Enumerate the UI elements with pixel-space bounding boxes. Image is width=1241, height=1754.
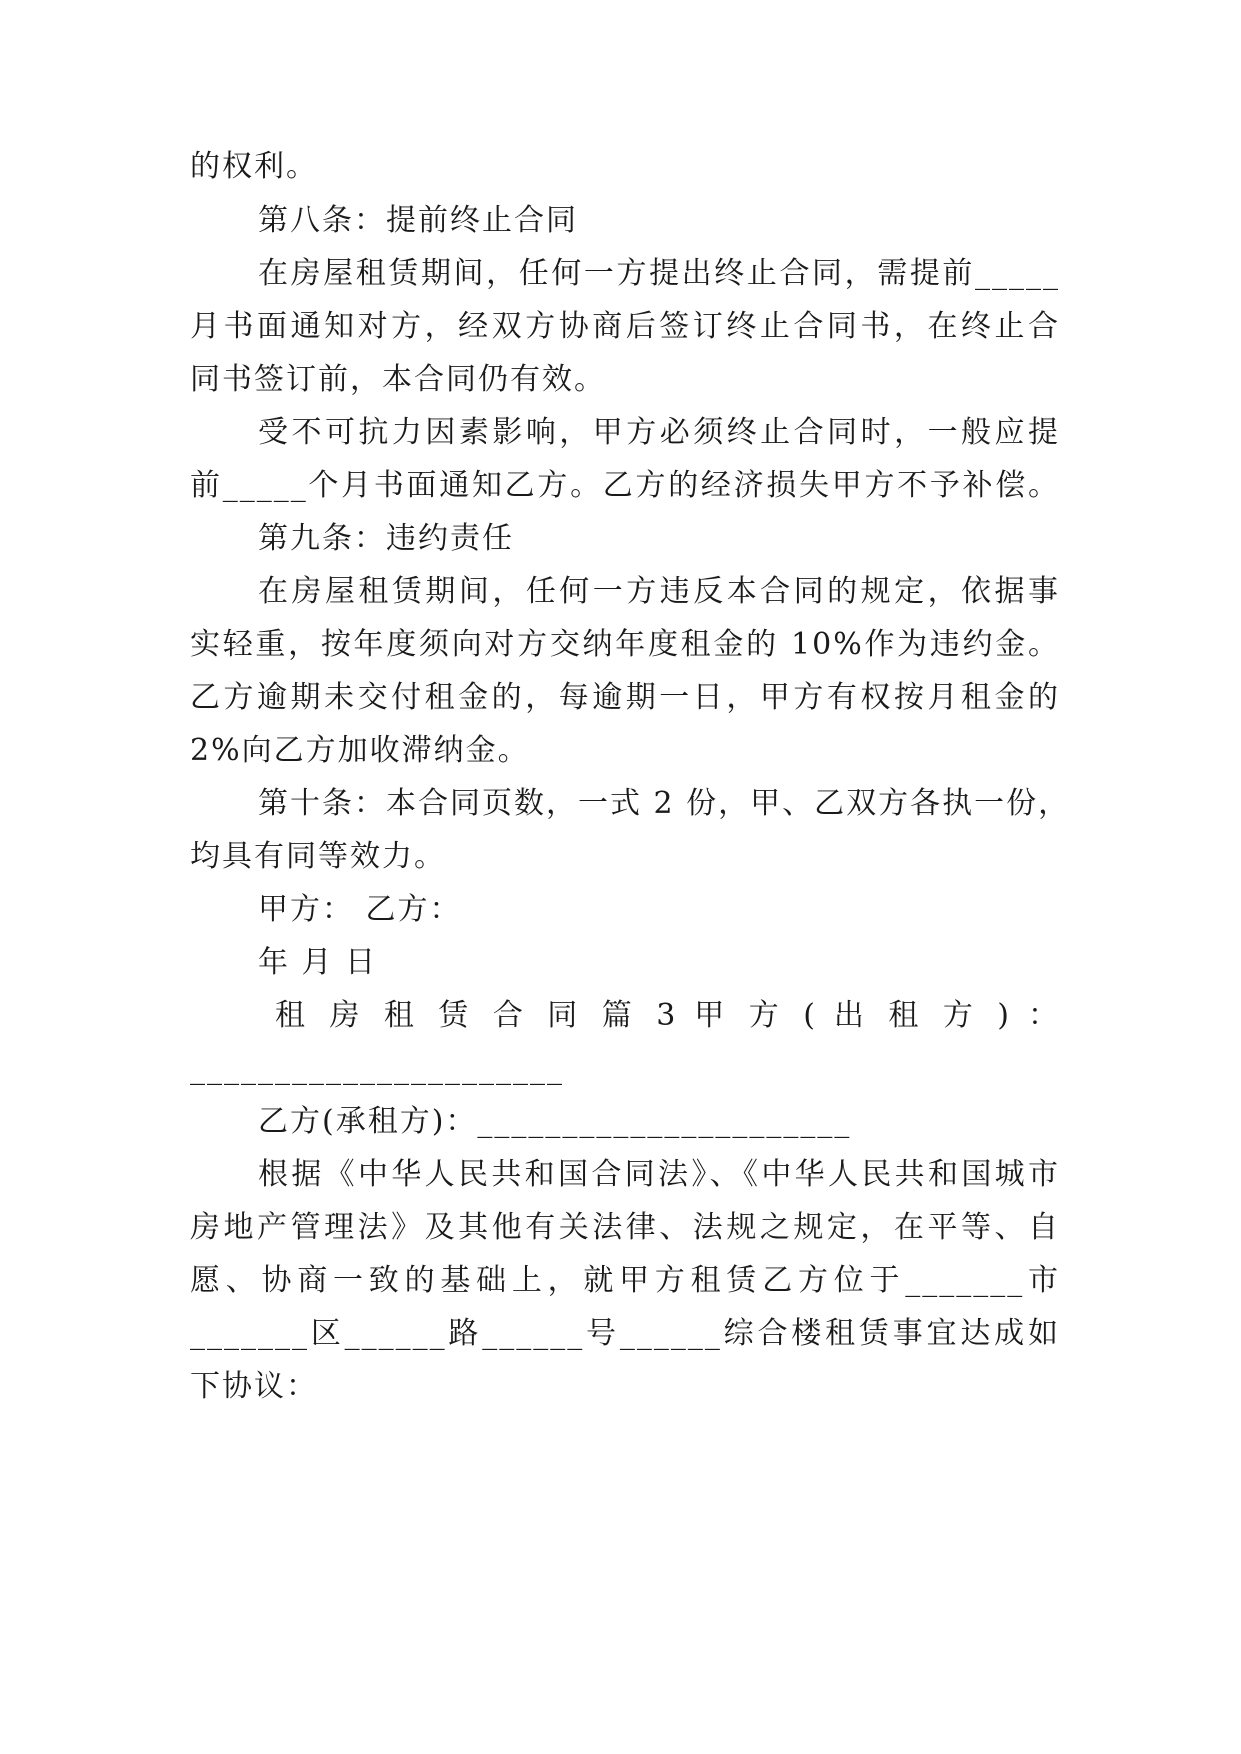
signature-parties: 甲方： 乙方： <box>258 892 462 927</box>
paragraph-line: 在房屋租赁期间，任何一方提出终止合同，需提前_____ <box>258 256 1060 291</box>
paragraph-line: 的权利。 <box>190 149 318 184</box>
paragraph-line: 下协议： <box>190 1369 318 1404</box>
paragraph-line: 根据《中华人民共和国合同法》、《中华人民共和国城市 <box>258 1157 1060 1192</box>
paragraph-line: 受不可抗力因素影响，甲方必须终止合同时，一般应提 <box>258 415 1060 450</box>
blank-line: ______________________ <box>190 1051 564 1086</box>
paragraph-line: 月书面通知对方，经双方协商后签订终止合同书，在终止合 <box>190 309 1060 344</box>
paragraph-line: 在房屋租赁期间，任何一方违反本合同的规定，依据事 <box>258 574 1060 609</box>
lessee-line: 乙方(承租方)：______________________ <box>258 1104 852 1139</box>
contract-title-line: 租 房 租 赁 合 同 篇 3 甲 方 ( 出 租 方 ) ： <box>275 998 1060 1033</box>
paragraph-line: 均具有同等效力。 <box>190 839 446 874</box>
paragraph-line: 实轻重，按年度须向对方交纳年度租金的 10%作为违约金。 <box>190 627 1060 662</box>
paragraph-line: _______区______路______号______综合楼租赁事宜达成如 <box>190 1316 1060 1351</box>
paragraph-line: 愿、协商一致的基础上，就甲方租赁乙方位于_______市 <box>190 1263 1060 1298</box>
section-heading-9: 第九条：违约责任 <box>258 521 514 556</box>
paragraph-line: 乙方逾期未交付租金的，每逾期一日，甲方有权按月租金的 <box>190 680 1060 715</box>
paragraph-line: 前_____个月书面通知乙方。乙方的经济损失甲方不予补偿。 <box>190 468 1060 503</box>
paragraph-line: 房地产管理法》及其他有关法律、法规之规定，在平等、自 <box>190 1210 1060 1245</box>
signature-date: 年 月 日 <box>258 945 378 980</box>
paragraph-line: 2%向乙方加收滞纳金。 <box>190 733 530 768</box>
paragraph-line: 同书签订前，本合同仍有效。 <box>190 362 606 397</box>
section-heading-10: 第十条：本合同页数，一式 2 份，甲、乙双方各执一份， <box>258 786 1071 821</box>
section-heading-8: 第八条：提前终止合同 <box>258 203 578 238</box>
